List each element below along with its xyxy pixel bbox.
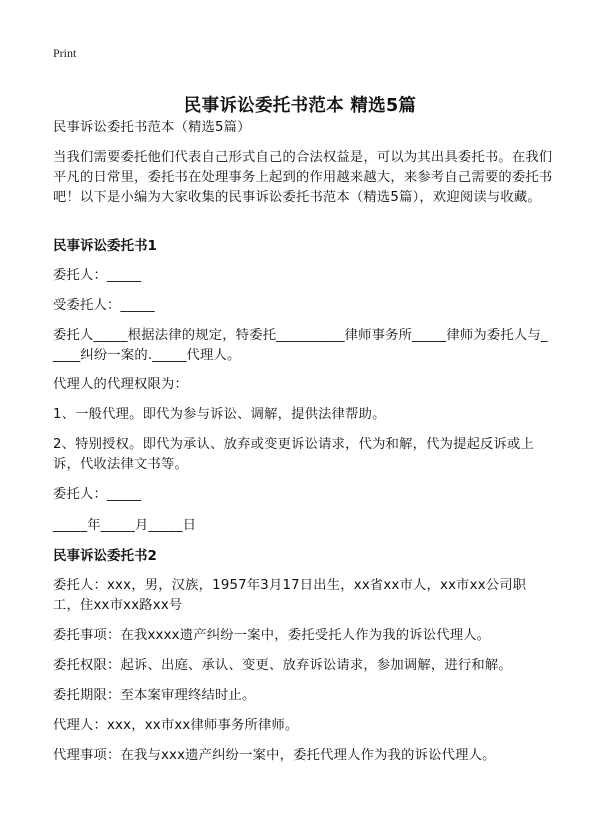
- section-heading-1: 民事诉讼委托书1: [53, 238, 157, 254]
- authority-intro: 代理人的代理权限为：: [53, 377, 188, 392]
- agent-field: 受委托人：_____: [53, 298, 155, 313]
- document-subtitle: 民事诉讼委托书范本（精选5篇）: [53, 120, 251, 135]
- authority-item-special: 2、特别授权。即代为承认、放弃或变更诉讼请求，代为和解，代为提起反诉或上诉，代收法律文书等。: [53, 437, 535, 472]
- print-link[interactable]: Print: [53, 46, 77, 60]
- entrustment-paragraph: 委托人_____根据法律的规定，特委托__________律师事务所_____律师为委托人与_____纠纷一案的._____代理人。: [53, 328, 548, 363]
- agent-matter: 代理事项：在我与xxx遗产纠纷一案中，委托代理人作为我的诉讼代理人。: [53, 748, 496, 763]
- principal-details: 委托人：xxx，男，汉族，1957年3月17日出生，xx省xx市人，xx市xx公司职工，住xx市xx路xx号: [53, 578, 527, 613]
- document-title: 民事诉讼委托书范本 精选5篇: [183, 95, 417, 116]
- entrusted-term: 委托期限：至本案审理终结时止。: [53, 688, 256, 703]
- principal-field: 委托人：_____: [53, 268, 142, 283]
- date-field: _____年_____月_____日: [53, 518, 197, 533]
- authority-item-general: 1、一般代理。即代为参与诉讼、调解，提供法律帮助。: [53, 407, 386, 422]
- agent-details: 代理人：xxx，xx市xx律师事务所律师。: [53, 718, 299, 733]
- signature-field: 委托人：_____: [53, 487, 142, 502]
- entrusted-authority: 委托权限：起诉、出庭、承认、变更、放弃诉讼请求，参加调解，进行和解。: [53, 658, 512, 673]
- section-heading-2: 民事诉讼委托书2: [53, 548, 157, 564]
- intro-paragraph: 当我们需要委托他们代表自己形式自己的合法权益是，可以为其出具委托书。在我们平凡的日常里，委托书在处理事务上起到的作用越来越大，来参考自己需要的委托书吧！以下是小编为大家收集的民事诉讼委托书范本（精选5篇），欢迎阅读与收藏。: [53, 150, 553, 205]
- entrusted-matter: 委托事项：在我xxxx遗产纠纷一案中，委托受托人作为我的诉讼代理人。: [53, 628, 491, 643]
